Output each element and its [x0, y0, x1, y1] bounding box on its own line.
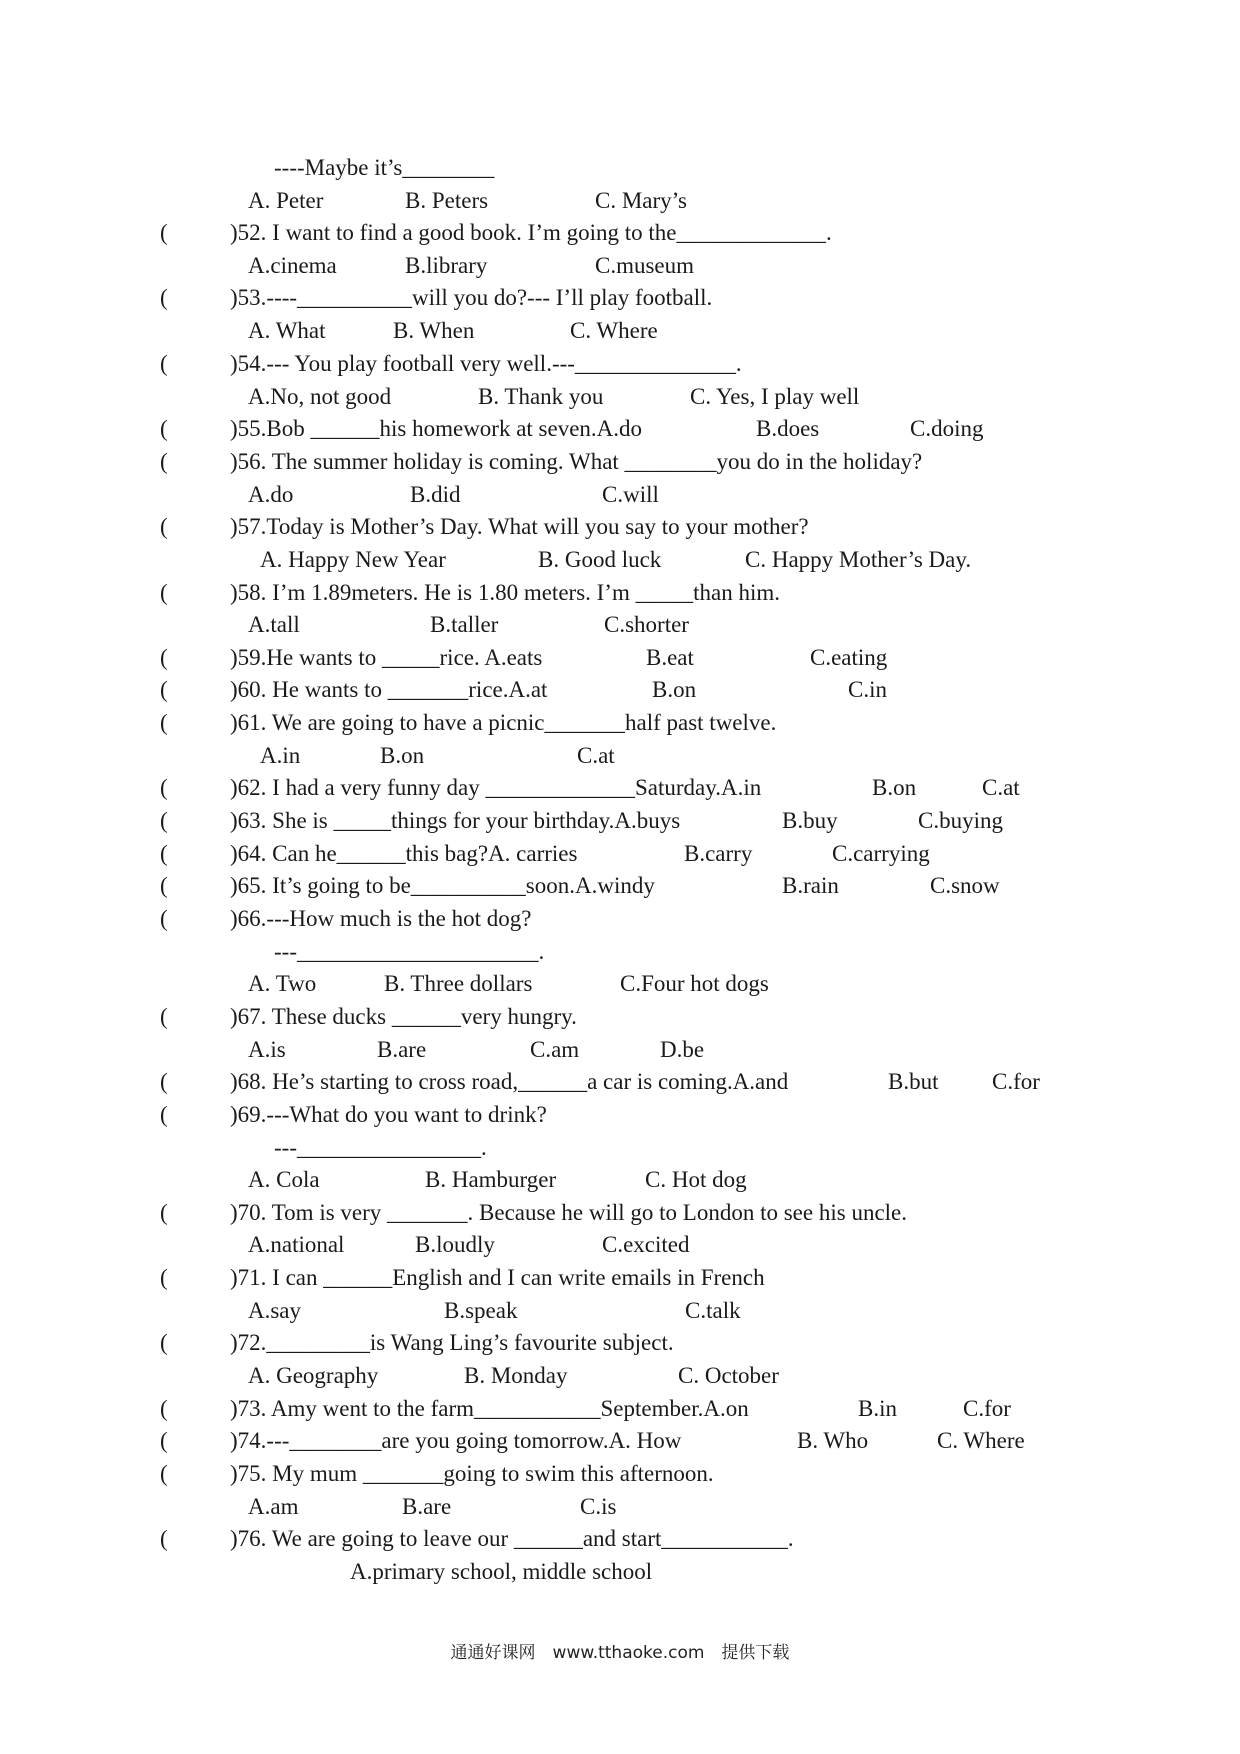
dialogue-line: ----Maybe it’s________: [274, 155, 495, 180]
answer-option: B.on: [872, 775, 917, 800]
answer-option: C.carrying: [832, 841, 930, 866]
answer-option: C.is: [580, 1494, 617, 1519]
answer-option: B. Hamburger: [425, 1167, 557, 1192]
answer-option: B. Three dollars: [384, 971, 533, 996]
answer-option: B.but: [888, 1069, 939, 1094]
dialogue-line: ---________________.: [274, 1135, 487, 1160]
answer-option: A.national: [248, 1232, 345, 1257]
question-text: )65. It’s going to be__________soon.A.windy: [230, 873, 655, 898]
answer-bracket: (: [160, 1461, 168, 1486]
answer-option: C.am: [530, 1037, 580, 1062]
question-text: )68. He’s starting to cross road,______a car is coming.A.and: [230, 1069, 789, 1094]
page-footer: 通通好课网 www.tthaoke.com 提供下载: [450, 1643, 790, 1663]
answer-bracket: (: [160, 677, 168, 702]
answer-option: B.in: [858, 1396, 897, 1421]
question-text: )62. I had a very funny day _____________Saturday.A.in: [230, 775, 762, 800]
answer-option: A. Peter: [248, 188, 324, 213]
question-text: )75. My mum _______going to swim this afternoon.: [230, 1461, 714, 1486]
answer-bracket: (: [160, 1200, 168, 1225]
answer-bracket: (: [160, 1102, 168, 1127]
answer-option: B. Peters: [405, 188, 489, 213]
answer-option: C. Mary’s: [595, 188, 687, 213]
answer-option: C.for: [963, 1396, 1011, 1421]
answer-option: A.primary school, middle school: [350, 1559, 653, 1584]
answer-option: C.buying: [918, 808, 1003, 833]
answer-option: B.are: [402, 1494, 452, 1519]
answer-option: C.excited: [602, 1232, 690, 1257]
answer-option: A. Two: [248, 971, 317, 996]
answer-option: C.will: [602, 482, 659, 507]
answer-option: B.are: [377, 1037, 427, 1062]
question-text: )60. He wants to _______rice.A.at: [230, 677, 548, 702]
answer-option: A. Geography: [248, 1363, 379, 1388]
question-text: )58. I’m 1.89meters. He is 1.80 meters. I’m _____than him.: [230, 580, 780, 605]
answer-option: C. Happy Mother’s Day.: [745, 547, 972, 572]
answer-option: A.in: [260, 743, 301, 768]
answer-option: C. October: [678, 1363, 779, 1388]
answer-option: C.at: [982, 775, 1020, 800]
answer-option: C.Four hot dogs: [620, 971, 769, 996]
answer-option: A.say: [248, 1298, 302, 1323]
question-text: )61. We are going to have a picnic_______half past twelve.: [230, 710, 777, 735]
question-text: )64. Can he______this bag?A. carries: [230, 841, 578, 866]
answer-bracket: (: [160, 645, 168, 670]
question-text: )66.---How much is the hot dog?: [230, 906, 532, 931]
answer-option: A.am: [248, 1494, 299, 1519]
answer-bracket: (: [160, 351, 168, 376]
answer-option: C. Hot dog: [645, 1167, 747, 1192]
question-text: )52. I want to find a good book. I’m going to the_____________.: [230, 220, 832, 245]
answer-bracket: (: [160, 841, 168, 866]
answer-bracket: (: [160, 285, 168, 310]
answer-option: A. Happy New Year: [260, 547, 446, 572]
question-text: )55.Bob ______his homework at seven.A.do: [230, 416, 643, 441]
answer-bracket: (: [160, 1265, 168, 1290]
answer-option: C. Where: [570, 318, 658, 343]
answer-bracket: (: [160, 710, 168, 735]
answer-option: B.taller: [430, 612, 499, 637]
answer-option: D.be: [660, 1037, 705, 1062]
answer-bracket: (: [160, 220, 168, 245]
answer-bracket: (: [160, 906, 168, 931]
answer-option: B.rain: [782, 873, 839, 898]
answer-option: C. Yes, I play well: [690, 384, 860, 409]
answer-option: B.does: [756, 416, 820, 441]
answer-bracket: (: [160, 808, 168, 833]
answer-option: B. Good luck: [538, 547, 662, 572]
answer-option: B.library: [405, 253, 488, 278]
answer-option: B.speak: [444, 1298, 518, 1323]
answer-option: B. When: [393, 318, 475, 343]
question-text: )72._________is Wang Ling’s favourite subject.: [230, 1330, 674, 1355]
answer-option: B.buy: [782, 808, 838, 833]
question-text: )71. I can ______English and I can write emails in French: [230, 1265, 765, 1290]
answer-bracket: (: [160, 580, 168, 605]
answer-bracket: (: [160, 873, 168, 898]
answer-option: A.tall: [248, 612, 300, 637]
answer-option: A.is: [248, 1037, 286, 1062]
answer-option: C.shorter: [604, 612, 689, 637]
question-text: )76. We are going to leave our ______and start___________.: [230, 1526, 794, 1551]
answer-bracket: (: [160, 1004, 168, 1029]
answer-bracket: (: [160, 1330, 168, 1355]
answer-bracket: (: [160, 1069, 168, 1094]
answer-bracket: (: [160, 775, 168, 800]
answer-option: B.on: [652, 677, 697, 702]
question-text: )73. Amy went to the farm___________September.A.on: [230, 1396, 749, 1421]
question-text: )74.---________are you going tomorrow.A. How: [230, 1428, 682, 1453]
answer-option: A.No, not good: [248, 384, 392, 409]
answer-bracket: (: [160, 1396, 168, 1421]
answer-option: B. Who: [797, 1428, 869, 1453]
answer-bracket: (: [160, 514, 168, 539]
dialogue-line: ---_____________________.: [274, 939, 545, 964]
answer-option: A.cinema: [248, 253, 337, 278]
answer-bracket: (: [160, 1526, 168, 1551]
answer-option: C.eating: [810, 645, 888, 670]
answer-option: B.on: [380, 743, 425, 768]
answer-option: B.carry: [684, 841, 753, 866]
answer-option: C.for: [992, 1069, 1040, 1094]
answer-option: C. Where: [937, 1428, 1025, 1453]
answer-bracket: (: [160, 449, 168, 474]
answer-option: C.at: [577, 743, 615, 768]
question-text: )56. The summer holiday is coming. What ________you do in the holiday?: [230, 449, 923, 474]
answer-bracket: (: [160, 416, 168, 441]
question-text: )59.He wants to _____rice. A.eats: [230, 645, 543, 670]
answer-option: B. Thank you: [478, 384, 604, 409]
answer-option: A. What: [248, 318, 326, 343]
question-text: )54.--- You play football very well.---______________.: [230, 351, 742, 376]
answer-option: A.do: [248, 482, 294, 507]
answer-option: B.eat: [646, 645, 694, 670]
question-text: )57.Today is Mother’s Day. What will you say to your mother?: [230, 514, 809, 539]
question-text: )70. Tom is very _______. Because he will go to London to see his uncle.: [230, 1200, 907, 1225]
question-text: )63. She is _____things for your birthday.A.buys: [230, 808, 681, 833]
answer-option: B. Monday: [464, 1363, 568, 1388]
answer-option: C.in: [848, 677, 887, 702]
answer-bracket: (: [160, 1428, 168, 1453]
answer-option: A. Cola: [248, 1167, 320, 1192]
question-text: )53.----__________will you do?--- I’ll play football.: [230, 285, 713, 310]
answer-option: C.doing: [910, 416, 984, 441]
answer-option: C.museum: [595, 253, 695, 278]
question-text: )69.---What do you want to drink?: [230, 1102, 547, 1127]
answer-option: B.did: [410, 482, 461, 507]
answer-option: C.snow: [930, 873, 1000, 898]
answer-option: B.loudly: [415, 1232, 495, 1257]
answer-option: C.talk: [685, 1298, 741, 1323]
question-text: )67. These ducks ______very hungry.: [230, 1004, 577, 1029]
